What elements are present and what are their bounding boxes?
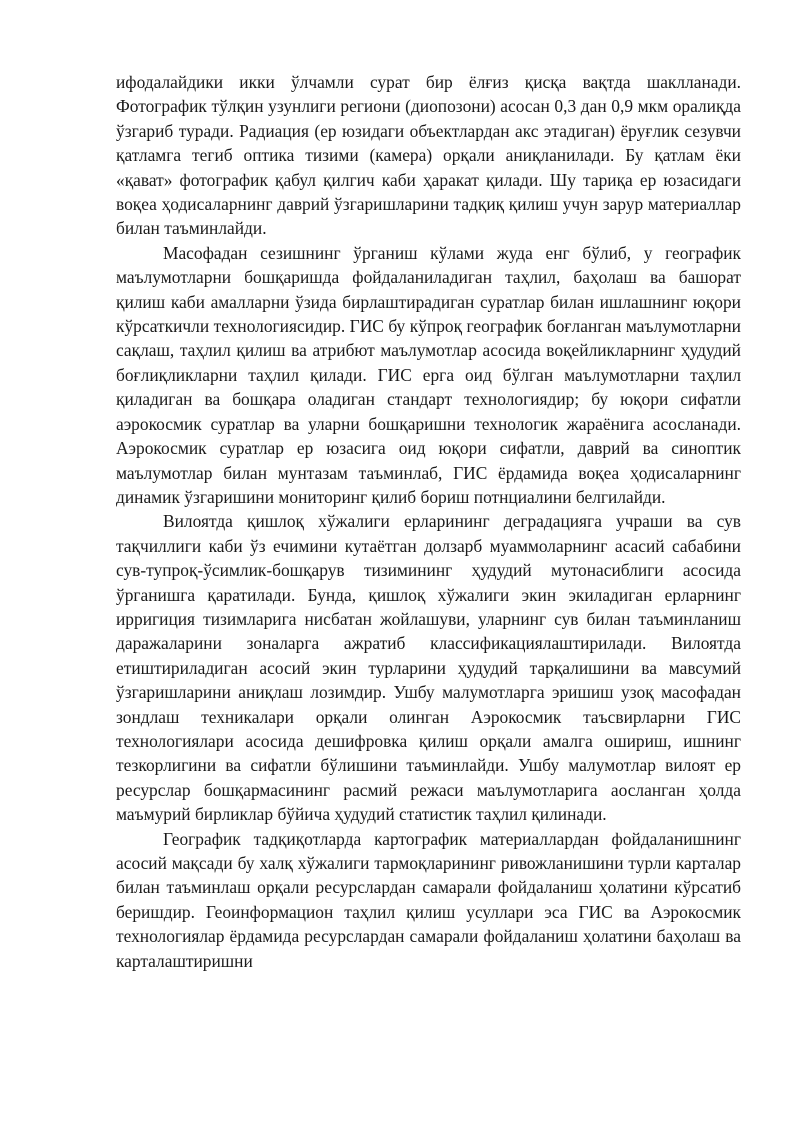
paragraph-remote-sensing: Масофадан сезишнинг ўрганиш кўлами жуда енг бўлиб, у географик маълумотларни бошқаришда фойдаланиладиган таҳлил, баҳолаш ва башорат қилиш каби амалларни ўзида бирлаштирадиган суратлар билан ишлашнинг юқори кўрсаткичли технологиясидир. ГИС бу кўпроқ географик боғланган маълумотларни сақлаш, таҳлил қилиш ва атрибют маълумотлар асосида воқейликларнинг ҳудудий боғлиқликларни таҳлил қилади. ГИС ерга оид бўлган маълумотларни таҳлил қиладиган ва бошқара оладиган стандарт технологиядир; бу юқори сифатли аэрокосмик суратлар ва уларни бошқаришни технологик жараёнига асосланади. Аэрокосмик суратлар ер юзасига оид юқори сифатли, даврий ва синоптик маълумотлар билан мунтазам таъминлаб, ГИС ёрдамида воқеа ҳодисаларнинг динамик ўзгаришини мониторинг қилиб бориш потнциалини белгилайди.	[116, 242, 741, 507]
paragraph-cartography: Географик тадқиқотларда картографик материаллардан фойдаланишнинг асосий мақсади бу халқ хўжалиги тармоқларининг ривожланишини турли карталар билан таъминлаш орқали ресурслардан самарали фойдаланиш ҳолатини кўрсатиб беришдир. Геоинформацион таҳлил қилиш усуллари эса ГИС ва Аэрокосмик технологиялар ёрдамида ресурслардан самарали фойдаланиш ҳолатини баҳолаш ва карталаштиришни	[116, 828, 741, 971]
paragraph-continuation: ифодалайдики икки ўлчамли сурат бир ёлғиз қисқа вақтда шаклланади. Фотографик тўлқин узунлиги региони (диопозони) асосан 0,3 дан 0,9 мкм оралиқда ўзгариб туради. Радиация (ер юзидаги объектлардан акс этадиган) ёруғлик сезувчи қатламга тегиб оптика тизими (камера) орқали аниқланилади. Бу қатлам ёки «қават» фотографик қабул қилгич каби ҳаракат қилади. Шу тариқа ер юзасидаги воқеа ҳодисаларнинг даврий ўзгаришларини тадқиқ қилиш учун зарур материаллар билан таъминлайди.	[116, 72, 741, 239]
document-page	[116, 70, 741, 973]
paragraph-agriculture: Вилоятда қишлоқ хўжалиги ерларининг деградацияга учраши ва сув тақчиллиги каби ўз ечимини кутаётган долзарб муаммоларнинг асасий сабабини сув-тупроқ-ўсимлик-бошқарув тизимининг ҳудудий мутонасиблиги асосида ўрганишга қаратилади. Бунда, қишлоқ хўжалиги экин экиладиган ерларнинг ирригиция тизимларига нисбатан жойлашуви, уларнинг сув билан таъминланиш даражаларини зоналарга ажратиб классификациялаштирилади. Вилоятда етиштириладиган асосий экин турларини ҳудудий тарқалишини ва мавсумий ўзгаришларини аниқлаш лозимдир. Ушбу малумотларга эришиш узоқ масофадан зондлаш техникалари орқали олинган Аэрокосмик таъсвирларни ГИС технологиялари асосида дешифровка қилиш орқали амалга ошириш, ишнинг тезкорлигини ва сифатли бўлишини таъминлайди. Ушбу малумотлар вилоят ер ресурслар бошқармасининг расмий режаси маълумотларига аосланган ҳолда маъмурий бирликлар бўйича ҳудудий статистик таҳлил қилинади.	[116, 511, 741, 825]
